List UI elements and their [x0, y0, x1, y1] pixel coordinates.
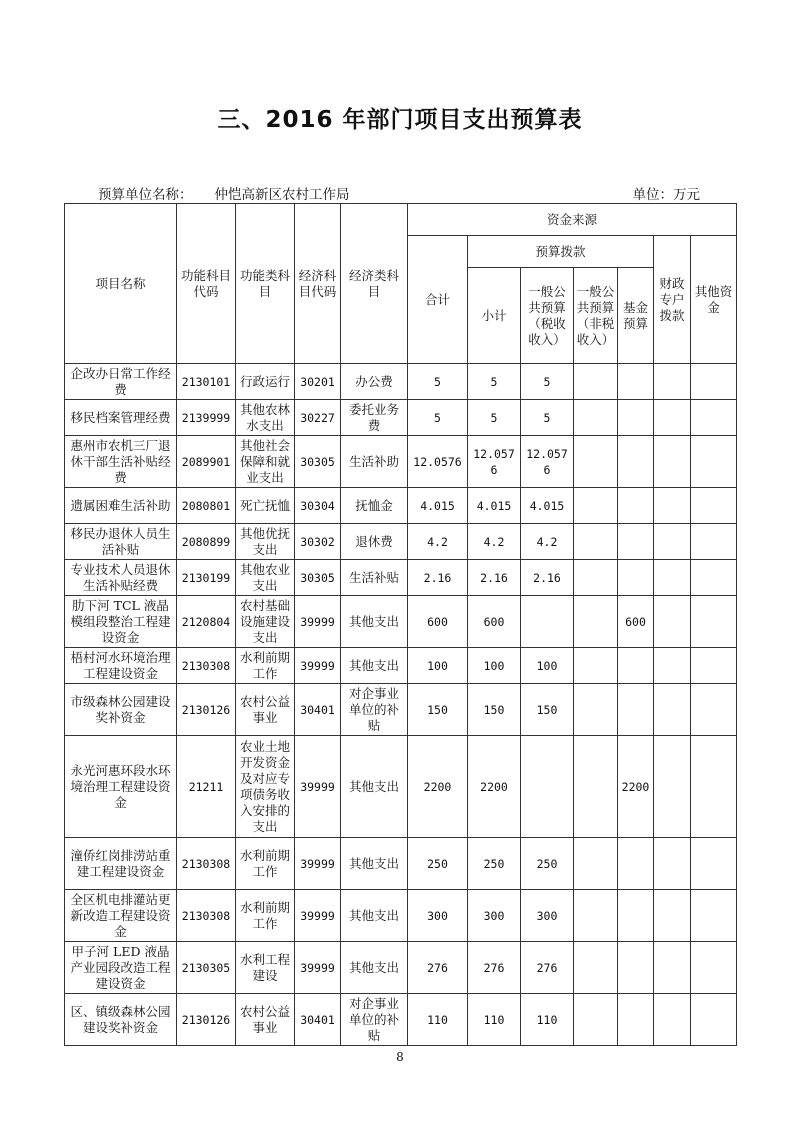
cell-general-tax: 5: [521, 364, 574, 400]
cell-other-funds: [691, 400, 737, 436]
header-other-funds: 其他资金: [691, 236, 737, 364]
cell-general-tax: 300: [521, 890, 574, 942]
cell-fiscal-special: [654, 684, 691, 736]
header-func-name: 功能类科目: [236, 204, 295, 364]
cell-fund-budget: [618, 838, 654, 890]
cell-total: 150: [408, 684, 468, 736]
table-row: [65, 596, 737, 648]
cell-func-code: 2130308: [177, 890, 236, 942]
cell-func-code: 2130308: [177, 648, 236, 684]
table-row: [65, 436, 737, 488]
cell-total: 4.2: [408, 524, 468, 560]
cell-total: 250: [408, 838, 468, 890]
cell-fund-budget: [618, 684, 654, 736]
currency-unit: 单位：万元: [632, 187, 700, 203]
cell-subtotal: 276: [468, 942, 521, 994]
cell-other-funds: [691, 736, 737, 838]
cell-func-name: 水利前期工作: [236, 648, 295, 684]
cell-func-code: 2080899: [177, 524, 236, 560]
cell-general-nontax: [574, 648, 618, 684]
header-fund-source: 资金来源: [408, 204, 737, 236]
cell-econ-code: 30305: [295, 436, 341, 488]
cell-econ-name: 其他支出: [341, 838, 408, 890]
cell-func-code: 2130126: [177, 994, 236, 1046]
table-row: [65, 524, 737, 560]
cell-fiscal-special: [654, 524, 691, 560]
cell-fund-budget: [618, 400, 654, 436]
cell-other-funds: [691, 942, 737, 994]
header-subtotal: 小计: [468, 268, 521, 364]
cell-econ-code: 39999: [295, 648, 341, 684]
cell-fiscal-special: [654, 364, 691, 400]
cell-project-name: 惠州市农机三厂退休干部生活补贴经费: [65, 436, 177, 488]
cell-other-funds: [691, 436, 737, 488]
cell-econ-name: 委托业务费: [341, 400, 408, 436]
cell-total: 600: [408, 596, 468, 648]
cell-fiscal-special: [654, 736, 691, 838]
cell-func-name: 农业土地开发资金及对应专项债务收入安排的支出: [236, 736, 295, 838]
cell-func-code: 2089901: [177, 436, 236, 488]
cell-general-nontax: [574, 596, 618, 648]
cell-general-nontax: [574, 736, 618, 838]
header-project-name: 项目名称: [65, 204, 177, 364]
cell-func-name: 其他农业支出: [236, 560, 295, 596]
cell-other-funds: [691, 488, 737, 524]
cell-fiscal-special: [654, 942, 691, 994]
cell-general-nontax: [574, 524, 618, 560]
cell-subtotal: 100: [468, 648, 521, 684]
cell-project-name: 甲子河 LED 液晶产业园段改造工程建设资金: [65, 942, 177, 994]
cell-econ-code: 30302: [295, 524, 341, 560]
cell-fund-budget: [618, 436, 654, 488]
cell-project-name: 全区机电排灌站更新改造工程建设资金: [65, 890, 177, 942]
cell-project-name: 潼侨红岗排涝站重建工程建设资金: [65, 838, 177, 890]
cell-subtotal: 600: [468, 596, 521, 648]
cell-subtotal: 2.16: [468, 560, 521, 596]
cell-general-tax: 5: [521, 400, 574, 436]
cell-general-tax: 4.015: [521, 488, 574, 524]
table-row: [65, 400, 737, 436]
cell-econ-name: 办公费: [341, 364, 408, 400]
cell-econ-code: 30401: [295, 684, 341, 736]
cell-func-code: 2130308: [177, 838, 236, 890]
cell-general-nontax: [574, 436, 618, 488]
table-row: [65, 364, 737, 400]
cell-general-nontax: [574, 364, 618, 400]
cell-other-funds: [691, 596, 737, 648]
cell-total: 5: [408, 400, 468, 436]
cell-fund-budget: [618, 488, 654, 524]
cell-func-code: 2130101: [177, 364, 236, 400]
cell-fund-budget: [618, 364, 654, 400]
cell-econ-name: 退休费: [341, 524, 408, 560]
cell-total: 5: [408, 364, 468, 400]
cell-project-name: 市级森林公园建设奖补资金: [65, 684, 177, 736]
cell-fiscal-special: [654, 436, 691, 488]
cell-fund-budget: [618, 890, 654, 942]
cell-func-name: 农村公益事业: [236, 994, 295, 1046]
cell-econ-code: 39999: [295, 942, 341, 994]
cell-subtotal: 150: [468, 684, 521, 736]
table-row: [65, 890, 737, 942]
cell-func-name: 水利前期工作: [236, 838, 295, 890]
cell-general-tax: [521, 596, 574, 648]
cell-project-name: 企改办日常工作经费: [65, 364, 177, 400]
cell-fund-budget: [618, 648, 654, 684]
cell-func-name: 死亡抚恤: [236, 488, 295, 524]
header-econ-name: 经济类科目: [341, 204, 408, 364]
cell-econ-name: 对企事业单位的补贴: [341, 684, 408, 736]
cell-fiscal-special: [654, 838, 691, 890]
cell-fund-budget: [618, 524, 654, 560]
cell-econ-code: 39999: [295, 736, 341, 838]
cell-subtotal: 2200: [468, 736, 521, 838]
cell-general-nontax: [574, 560, 618, 596]
cell-func-name: 其他社会保障和就业支出: [236, 436, 295, 488]
cell-econ-name: 生活补贴: [341, 560, 408, 596]
cell-func-code: 2139999: [177, 400, 236, 436]
cell-econ-name: 其他支出: [341, 942, 408, 994]
cell-other-funds: [691, 994, 737, 1046]
cell-econ-name: 抚恤金: [341, 488, 408, 524]
cell-func-name: 农村基础设施建设支出: [236, 596, 295, 648]
cell-general-tax: [521, 736, 574, 838]
cell-subtotal: 4.015: [468, 488, 521, 524]
table-row: [65, 736, 737, 838]
cell-func-name: 农村公益事业: [236, 684, 295, 736]
cell-econ-name: 其他支出: [341, 890, 408, 942]
cell-fiscal-special: [654, 890, 691, 942]
cell-total: 100: [408, 648, 468, 684]
table-row: [65, 942, 737, 994]
cell-project-name: 永光河惠环段水环境治理工程建设资金: [65, 736, 177, 838]
cell-other-funds: [691, 524, 737, 560]
cell-total: 300: [408, 890, 468, 942]
cell-fiscal-special: [654, 648, 691, 684]
cell-general-tax: 4.2: [521, 524, 574, 560]
cell-econ-code: 39999: [295, 838, 341, 890]
cell-func-name: 行政运行: [236, 364, 295, 400]
cell-econ-code: 30401: [295, 994, 341, 1046]
cell-subtotal: 12.0576: [468, 436, 521, 488]
cell-total: 2200: [408, 736, 468, 838]
table-row: [65, 684, 737, 736]
cell-general-nontax: [574, 488, 618, 524]
header-row-1: [65, 204, 737, 236]
cell-econ-code: 30201: [295, 364, 341, 400]
cell-func-code: 21211: [177, 736, 236, 838]
page-number: 8: [396, 1050, 404, 1064]
cell-func-code: 2080801: [177, 488, 236, 524]
cell-general-nontax: [574, 684, 618, 736]
cell-other-funds: [691, 684, 737, 736]
cell-econ-name: 对企事业单位的补贴: [341, 994, 408, 1046]
cell-fund-budget: [618, 942, 654, 994]
cell-econ-name: 生活补助: [341, 436, 408, 488]
cell-fiscal-special: [654, 400, 691, 436]
cell-econ-code: 30227: [295, 400, 341, 436]
cell-general-tax: 100: [521, 648, 574, 684]
cell-other-funds: [691, 890, 737, 942]
header-general-nontax: 一般公共预算（非税收入）: [574, 268, 618, 364]
budget-unit-label: 预算单位名称：: [98, 187, 193, 203]
cell-subtotal: 300: [468, 890, 521, 942]
cell-fiscal-special: [654, 488, 691, 524]
cell-func-name: 其他优抚支出: [236, 524, 295, 560]
header-budget-allocation: 预算拨款: [468, 236, 654, 268]
budget-unit-line: [98, 183, 350, 203]
table-row: [65, 488, 737, 524]
cell-fund-budget: 2200: [618, 736, 654, 838]
cell-other-funds: [691, 838, 737, 890]
table-row: [65, 994, 737, 1046]
cell-econ-code: 39999: [295, 596, 341, 648]
budget-table: [64, 203, 737, 1046]
cell-general-tax: 2.16: [521, 560, 574, 596]
cell-subtotal: 250: [468, 838, 521, 890]
cell-econ-code: 39999: [295, 890, 341, 942]
cell-econ-name: 其他支出: [341, 648, 408, 684]
cell-general-nontax: [574, 994, 618, 1046]
cell-fund-budget: 600: [618, 596, 654, 648]
cell-subtotal: 5: [468, 364, 521, 400]
cell-general-tax: 12.0576: [521, 436, 574, 488]
cell-general-tax: 250: [521, 838, 574, 890]
table-row: [65, 838, 737, 890]
header-general-tax: 一般公共预算（税收收入）: [521, 268, 574, 364]
cell-total: 2.16: [408, 560, 468, 596]
cell-econ-code: 30304: [295, 488, 341, 524]
cell-subtotal: 110: [468, 994, 521, 1046]
cell-func-code: 2130199: [177, 560, 236, 596]
cell-subtotal: 4.2: [468, 524, 521, 560]
cell-project-name: 专业技术人员退休生活补贴经费: [65, 560, 177, 596]
cell-func-name: 水利工程建设: [236, 942, 295, 994]
cell-project-name: 遗属困难生活补助: [65, 488, 177, 524]
cell-econ-code: 30305: [295, 560, 341, 596]
cell-general-tax: 110: [521, 994, 574, 1046]
header-total: 合计: [408, 236, 468, 364]
cell-general-nontax: [574, 400, 618, 436]
cell-project-name: 移民档案管理经费: [65, 400, 177, 436]
cell-total: 110: [408, 994, 468, 1046]
cell-total: 4.015: [408, 488, 468, 524]
cell-project-name: 肋下河 TCL 液晶模组段整治工程建设资金: [65, 596, 177, 648]
cell-econ-name: 其他支出: [341, 596, 408, 648]
cell-project-name: 区、镇级森林公园建设奖补资金: [65, 994, 177, 1046]
cell-fiscal-special: [654, 560, 691, 596]
cell-total: 276: [408, 942, 468, 994]
header-func-code: 功能科目代码: [177, 204, 236, 364]
cell-fund-budget: [618, 994, 654, 1046]
cell-general-tax: 150: [521, 684, 574, 736]
header-econ-code: 经济科目代码: [295, 204, 341, 364]
cell-subtotal: 5: [468, 400, 521, 436]
header-fund-budget: 基金预算: [618, 268, 654, 364]
cell-func-name: 其他农林水支出: [236, 400, 295, 436]
cell-other-funds: [691, 648, 737, 684]
cell-general-nontax: [574, 838, 618, 890]
table-row: [65, 560, 737, 596]
cell-fund-budget: [618, 560, 654, 596]
cell-general-tax: 276: [521, 942, 574, 994]
cell-fiscal-special: [654, 994, 691, 1046]
cell-other-funds: [691, 560, 737, 596]
cell-func-name: 水利前期工作: [236, 890, 295, 942]
cell-other-funds: [691, 364, 737, 400]
cell-econ-name: 其他支出: [341, 736, 408, 838]
budget-unit-name: 仲恺高新区农村工作局: [214, 187, 350, 203]
cell-func-code: 2130305: [177, 942, 236, 994]
header-fiscal-special: 财政专户拨款: [654, 236, 691, 364]
page-title: 三、2016 年部门项目支出预算表: [217, 107, 583, 133]
cell-fiscal-special: [654, 596, 691, 648]
cell-general-nontax: [574, 890, 618, 942]
cell-func-code: 2120804: [177, 596, 236, 648]
cell-total: 12.0576: [408, 436, 468, 488]
budget-table-body: [65, 364, 737, 1046]
cell-func-code: 2130126: [177, 684, 236, 736]
cell-project-name: 移民办退休人员生活补贴: [65, 524, 177, 560]
cell-project-name: 梧村河水环境治理工程建设资金: [65, 648, 177, 684]
table-row: [65, 648, 737, 684]
cell-general-nontax: [574, 942, 618, 994]
